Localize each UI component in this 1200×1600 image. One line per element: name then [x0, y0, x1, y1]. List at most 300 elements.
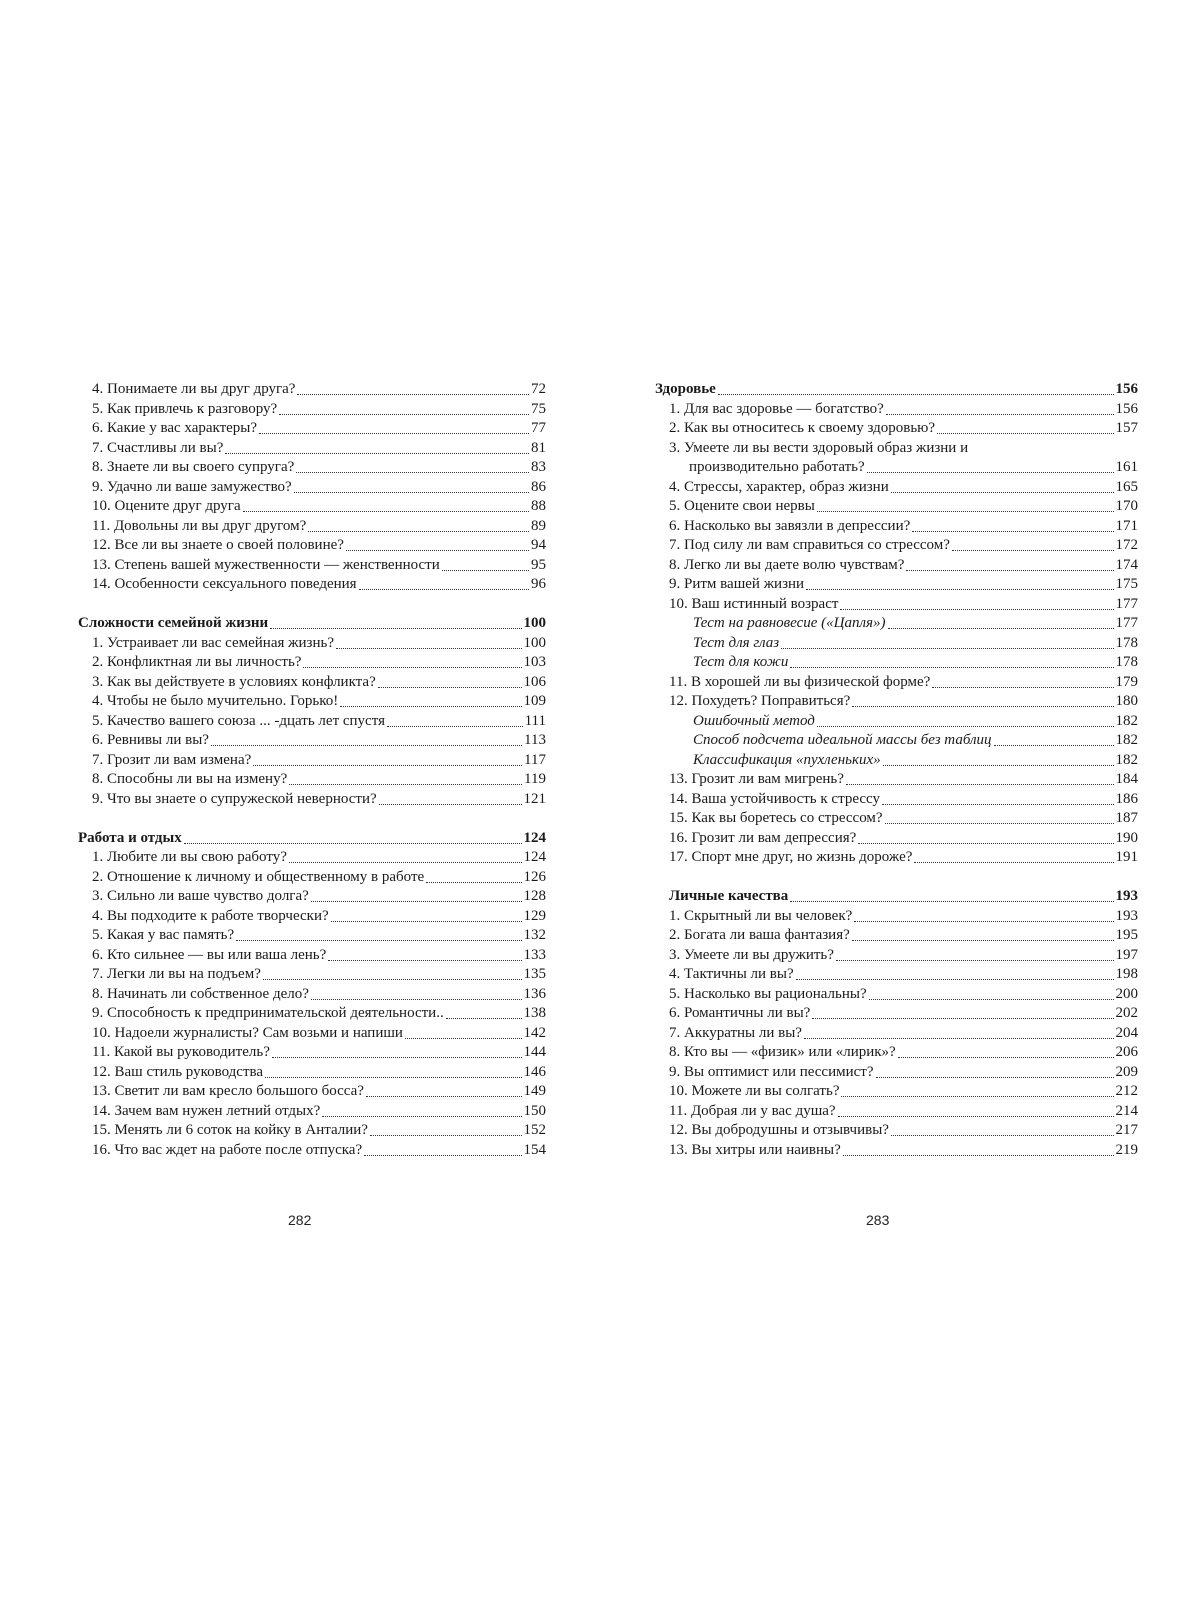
dot-leader	[279, 414, 529, 415]
toc-entry-title: 8. Знаете ли вы своего супруга?	[92, 459, 295, 475]
dot-leader	[852, 706, 1113, 707]
dot-leader	[840, 609, 1113, 610]
dot-leader	[843, 1155, 1114, 1156]
left-page-toc	[78, 380, 546, 1160]
dot-leader	[836, 960, 1114, 961]
toc-entry	[78, 848, 546, 868]
dot-leader	[336, 648, 522, 649]
toc-entry-title: 9. Ритм вашей жизни	[669, 576, 805, 592]
dot-leader	[442, 570, 529, 571]
dot-leader	[243, 511, 529, 512]
toc-entry-title: 6. Кто сильнее — вы или ваша лень?	[92, 946, 327, 963]
toc-entry-title: Сложности семейной жизни	[78, 615, 269, 631]
toc-page-number: 179	[1115, 673, 1138, 690]
toc-page-number: 100	[523, 634, 546, 651]
dot-leader	[387, 726, 523, 727]
toc-entry-title: 5. Качество вашего союза ... -дцать лет спустя	[92, 712, 385, 729]
toc-entry	[655, 497, 1138, 517]
toc-entry-title: Классификация «пухленьких»	[693, 751, 881, 768]
toc-entry-title: 16. Что вас ждет на работе после отпуска?	[92, 1141, 363, 1158]
toc-subentry	[655, 614, 1138, 634]
toc-entry	[78, 1082, 546, 1102]
toc-entry-title: 12. Вы добродушны и отзывчивы?	[669, 1122, 889, 1138]
toc-entry	[655, 770, 1138, 790]
toc-entry-title: 3. Умеете ли вы вести здоровый образ жизни и	[669, 439, 969, 456]
toc-page-number: 119	[524, 771, 546, 787]
toc-entry-title: 1. Любите ли вы свою работу?	[92, 849, 287, 865]
toc-page-number: 113	[524, 732, 546, 748]
toc-page-number: 200	[1115, 985, 1138, 1002]
toc-entry-title: 7. Грозит ли вам измена?	[92, 751, 252, 768]
toc-page-number: 212	[1115, 1083, 1138, 1099]
dot-leader	[289, 862, 522, 863]
toc-entry	[78, 868, 546, 888]
toc-page-number: 96	[531, 576, 546, 592]
toc-page-number: 89	[531, 517, 546, 534]
dot-leader	[308, 531, 529, 532]
toc-entry-title: 13. Грозит ли вам мигрень?	[669, 771, 844, 787]
dot-leader	[898, 1057, 1114, 1058]
toc-entry	[655, 419, 1138, 439]
toc-page-number: 132	[523, 927, 546, 943]
toc-page-number: 95	[531, 556, 546, 573]
dot-leader	[932, 687, 1113, 688]
toc-entry	[655, 946, 1138, 966]
toc-page-number: 75	[531, 400, 546, 417]
toc-entry-title: 7. Счастливы ли вы?	[92, 439, 224, 456]
toc-subentry	[655, 751, 1138, 771]
toc-entry	[78, 556, 546, 576]
dot-leader	[263, 979, 522, 980]
toc-subentry	[655, 634, 1138, 654]
toc-page-number: 182	[1115, 732, 1138, 748]
toc-entry-title: 17. Спорт мне друг, но жизнь дороже?	[669, 849, 913, 865]
section-heading	[655, 887, 1138, 907]
toc-page-number: 191	[1115, 849, 1138, 865]
toc-entry-title: 5. Насколько вы рациональны?	[669, 985, 867, 1002]
toc-entry-title: Способ подсчета идеальной массы без таблиц	[693, 732, 992, 748]
toc-entry-title: 4. Вы подходите к работе творчески?	[92, 907, 329, 924]
toc-page-number: 174	[1115, 556, 1138, 573]
dot-leader	[311, 999, 522, 1000]
toc-entry-title: 3. Сильно ли ваше чувство долга?	[92, 888, 309, 904]
dot-leader	[322, 1116, 521, 1117]
toc-page-number: 126	[523, 868, 546, 885]
toc-subentry	[655, 712, 1138, 732]
dot-leader	[370, 1135, 522, 1136]
toc-page-number: 177	[1115, 615, 1138, 631]
toc-page-number: 180	[1115, 693, 1138, 709]
toc-entry	[655, 1141, 1138, 1161]
dot-leader	[379, 804, 522, 805]
toc-page-number: 190	[1115, 829, 1138, 846]
toc-entry-title: 9. Удачно ли ваше замужество?	[92, 478, 292, 495]
toc-entry	[655, 673, 1138, 693]
dot-leader	[846, 784, 1114, 785]
toc-entry-title: Здоровье	[655, 381, 716, 397]
toc-entry-title: 8. Способны ли вы на измену?	[92, 771, 288, 787]
dot-leader	[867, 472, 1114, 473]
dot-leader	[340, 706, 521, 707]
dot-leader	[852, 940, 1114, 941]
dot-leader	[869, 999, 1114, 1000]
toc-entry-title: 7. Аккуратны ли вы?	[669, 1024, 802, 1041]
toc-entry-title: 7. Под силу ли вам справиться со стрессом?	[669, 537, 950, 553]
toc-page-number: 202	[1115, 1005, 1138, 1021]
dot-leader	[184, 843, 522, 844]
dot-leader	[882, 804, 1114, 805]
toc-entry-title: Тест для глаз	[693, 634, 780, 651]
toc-page-number: 197	[1115, 946, 1138, 963]
dot-leader	[270, 628, 521, 629]
dot-leader	[806, 589, 1113, 590]
dot-leader	[906, 570, 1113, 571]
toc-entry-title: 6. Насколько вы завязли в депрессии?	[669, 517, 911, 534]
toc-entry	[78, 536, 546, 556]
toc-page-number: 161	[1115, 459, 1138, 475]
right-page-toc	[655, 380, 1138, 1160]
dot-leader	[858, 843, 1113, 844]
toc-entry-title: 15. Как вы боретесь со стрессом?	[669, 810, 883, 826]
toc-entry	[655, 1024, 1138, 1044]
toc-entry	[78, 1043, 546, 1063]
toc-entry-title: Работа и отдых	[78, 829, 182, 846]
toc-page-number: 72	[531, 381, 546, 397]
dot-leader	[812, 1018, 1113, 1019]
toc-entry-title: 10. Надоели журналисты? Сам возьми и напиши	[92, 1024, 403, 1041]
dot-leader	[364, 1155, 521, 1156]
toc-entry-title: 6. Какие у вас характеры?	[92, 420, 258, 436]
toc-entry	[78, 458, 546, 478]
toc-entry	[78, 965, 546, 985]
toc-entry	[655, 575, 1138, 595]
toc-entry-title: 2. Отношение к личному и общественному в работе	[92, 868, 425, 885]
dot-leader	[885, 823, 1114, 824]
toc-entry	[78, 634, 546, 654]
toc-entry	[78, 575, 546, 595]
dot-leader	[405, 1038, 522, 1039]
toc-entry-title: 7. Легки ли вы на подъем?	[92, 966, 261, 982]
toc-entry-title: 3. Умеете ли вы дружить?	[669, 946, 834, 963]
section-gap	[78, 809, 546, 829]
toc-entry-title: 4. Тактичны ли вы?	[669, 966, 794, 982]
toc-entry	[78, 985, 546, 1005]
toc-entry-title: 11. Довольны ли вы друг другом?	[92, 517, 307, 534]
dot-leader	[886, 414, 1114, 415]
toc-entry	[655, 595, 1138, 615]
toc-entry	[78, 887, 546, 907]
toc-page-number: 103	[523, 654, 546, 670]
section-heading	[655, 380, 1138, 400]
toc-entry	[655, 400, 1138, 420]
toc-entry	[655, 1043, 1138, 1063]
toc-page-number: 146	[523, 1063, 546, 1080]
dot-leader	[366, 1096, 522, 1097]
toc-entry	[78, 770, 546, 790]
toc-subentry	[655, 653, 1138, 673]
toc-page-number: 88	[531, 498, 546, 514]
toc-entry-title: 2. Богата ли ваша фантазия?	[669, 927, 850, 943]
toc-entry-title: 16. Грозит ли вам депрессия?	[669, 829, 857, 846]
toc-entry	[78, 517, 546, 537]
toc-page-number: 175	[1115, 576, 1138, 592]
toc-page-number: 106	[523, 673, 546, 690]
toc-entry-title: 9. Что вы знаете о супружеской неверности?	[92, 790, 377, 807]
toc-entry-title: 5. Какая у вас память?	[92, 927, 235, 943]
toc-entry-title: 8. Кто вы — «физик» или «лирик»?	[669, 1044, 896, 1060]
dot-leader	[876, 1077, 1114, 1078]
toc-page-number: 193	[1115, 907, 1138, 924]
toc-page-number: 187	[1115, 810, 1138, 826]
dot-leader	[914, 862, 1113, 863]
toc-entry	[78, 1063, 546, 1083]
toc-page-number: 124	[523, 829, 546, 846]
toc-entry-title: 4. Чтобы не было мучительно. Горько!	[92, 693, 339, 709]
dot-leader	[426, 882, 521, 883]
dot-leader	[994, 745, 1114, 746]
dot-leader	[359, 589, 529, 590]
dot-leader	[446, 1018, 522, 1019]
toc-page-number: 128	[523, 888, 546, 904]
toc-entry	[78, 1102, 546, 1122]
section-gap	[655, 868, 1138, 888]
dot-leader	[346, 550, 529, 551]
toc-entry-title: 4. Понимаете ли вы друг друга?	[92, 381, 296, 397]
toc-page-number: 142	[523, 1024, 546, 1041]
dot-leader	[888, 628, 1114, 629]
toc-entry	[655, 985, 1138, 1005]
dot-leader	[265, 1077, 521, 1078]
toc-entry-title: 1. Устраивает ли вас семейная жизнь?	[92, 634, 334, 651]
toc-entry-title: 11. Добрая ли у вас душа?	[669, 1102, 836, 1119]
toc-entry	[78, 692, 546, 712]
toc-entry	[78, 673, 546, 693]
toc-entry-title: 12. Похудеть? Поправиться?	[669, 693, 851, 709]
dot-leader	[378, 687, 522, 688]
toc-page-number: 178	[1115, 634, 1138, 651]
toc-page-number: 144	[523, 1044, 546, 1060]
toc-page-number: 217	[1115, 1122, 1138, 1138]
toc-entry	[78, 946, 546, 966]
dot-leader	[883, 765, 1114, 766]
toc-entry-title: производительно работать?	[689, 459, 865, 475]
toc-page-number: 178	[1115, 654, 1138, 670]
dot-leader	[259, 433, 529, 434]
toc-entry-title: Тест на равновесие («Цапля»)	[693, 615, 886, 631]
page-number-left: 282	[288, 1212, 312, 1228]
section-heading	[78, 829, 546, 849]
toc-entry	[655, 829, 1138, 849]
toc-entry	[655, 1004, 1138, 1024]
dot-leader	[854, 921, 1113, 922]
toc-entry-continuation	[655, 458, 1138, 478]
dot-leader	[937, 433, 1113, 434]
toc-entry	[78, 1024, 546, 1044]
toc-page-number: 138	[523, 1005, 546, 1021]
toc-page-number: 109	[523, 693, 546, 709]
toc-entry	[78, 907, 546, 927]
toc-entry-title: Личные качества	[669, 888, 789, 904]
dot-leader	[817, 511, 1114, 512]
toc-entry	[655, 517, 1138, 537]
toc-entry	[78, 731, 546, 751]
toc-entry-title: 10. Можете ли вы солгать?	[669, 1083, 840, 1099]
toc-entry-title: 6. Романтичны ли вы?	[669, 1005, 811, 1021]
toc-entry-title: 14. Зачем вам нужен летний отдых?	[92, 1102, 321, 1119]
toc-entry-title: 13. Степень вашей мужественности — женственности	[92, 556, 440, 573]
dot-leader	[718, 394, 1114, 395]
toc-page-number: 117	[524, 751, 546, 768]
dot-leader	[297, 394, 529, 395]
toc-entry-title: 12. Ваш стиль руководства	[92, 1063, 264, 1080]
toc-entry-title: 6. Ревнивы ли вы?	[92, 732, 209, 748]
toc-page-number: 182	[1115, 751, 1138, 768]
dot-leader	[328, 960, 521, 961]
toc-entry	[655, 1082, 1138, 1102]
toc-page-number: 172	[1115, 537, 1138, 553]
toc-entry-title: 8. Начинать ли собственное дело?	[92, 985, 309, 1002]
toc-entry-title: 2. Как вы относитесь к своему здоровью?	[669, 420, 936, 436]
toc-entry	[655, 809, 1138, 829]
toc-page-number: 206	[1115, 1044, 1138, 1060]
toc-entry	[78, 419, 546, 439]
toc-page-number: 135	[523, 966, 546, 982]
toc-entry-title: 2. Конфликтная ли вы личность?	[92, 654, 302, 670]
toc-entry-title: 14. Особенности сексуального поведения	[92, 576, 357, 592]
toc-page-number: 86	[531, 478, 546, 495]
dot-leader	[817, 726, 1114, 727]
dot-leader	[331, 921, 522, 922]
toc-entry	[78, 926, 546, 946]
toc-page-number: 83	[531, 459, 546, 475]
toc-entry	[655, 926, 1138, 946]
dot-leader	[296, 472, 529, 473]
toc-page-number: 121	[523, 790, 546, 807]
toc-entry	[655, 790, 1138, 810]
toc-entry	[655, 848, 1138, 868]
dot-leader	[952, 550, 1114, 551]
toc-entry-title: 1. Скрытный ли вы человек?	[669, 907, 853, 924]
toc-page-number: 165	[1115, 478, 1138, 495]
dot-leader	[289, 784, 522, 785]
toc-entry	[78, 712, 546, 732]
toc-page-number: 156	[1115, 400, 1138, 417]
dot-leader	[272, 1057, 522, 1058]
toc-page-number: 81	[531, 439, 546, 456]
toc-page-number: 100	[523, 615, 546, 631]
toc-entry	[78, 1141, 546, 1161]
toc-page-number: 186	[1115, 790, 1138, 807]
toc-entry	[655, 1102, 1138, 1122]
toc-entry-title: 8. Легко ли вы даете волю чувствам?	[669, 556, 905, 573]
dot-leader	[912, 531, 1113, 532]
toc-entry-title: Ошибочный метод	[693, 712, 815, 729]
dot-leader	[294, 492, 529, 493]
toc-entry	[655, 439, 1138, 459]
toc-page-number: 152	[523, 1122, 546, 1138]
toc-entry	[655, 536, 1138, 556]
toc-entry-title: 1. Для вас здоровье — богатство?	[669, 400, 884, 417]
toc-page-number: 149	[523, 1083, 546, 1099]
toc-entry	[655, 556, 1138, 576]
section-heading	[78, 614, 546, 634]
toc-entry	[78, 751, 546, 771]
toc-page-number: 129	[523, 907, 546, 924]
toc-entry-title: 5. Как привлечь к разговору?	[92, 400, 278, 417]
toc-entry-title: 12. Все ли вы знаете о своей половине?	[92, 537, 344, 553]
toc-page-number: 209	[1115, 1063, 1138, 1080]
toc-page-number: 156	[1115, 381, 1138, 397]
toc-subentry	[655, 731, 1138, 751]
toc-entry-title: 4. Стрессы, характер, образ жизни	[669, 478, 889, 495]
dot-leader	[790, 667, 1113, 668]
toc-page-number: 124	[523, 849, 546, 865]
toc-entry-title: Тест для кожи	[693, 654, 789, 670]
toc-entry	[655, 907, 1138, 927]
dot-leader	[303, 667, 521, 668]
toc-page-number: 219	[1115, 1141, 1138, 1158]
toc-page-number: 133	[523, 946, 546, 963]
toc-entry	[78, 400, 546, 420]
toc-entry	[655, 1063, 1138, 1083]
toc-entry	[78, 1121, 546, 1141]
dot-leader	[253, 765, 522, 766]
toc-page-number: 195	[1115, 927, 1138, 943]
toc-entry-title: 9. Способность к предпринимательской деятельности..	[92, 1005, 444, 1021]
toc-entry-title: 13. Светит ли вам кресло большого босса?	[92, 1083, 364, 1099]
toc-entry-title: 13. Вы хитры или наивны?	[669, 1141, 841, 1158]
toc-entry-title: 9. Вы оптимист или пессимист?	[669, 1063, 874, 1080]
toc-page-number: 154	[523, 1141, 546, 1158]
toc-entry-title: 10. Оцените друг друга	[92, 498, 241, 514]
toc-page-number: 177	[1115, 595, 1138, 612]
toc-page-number: 170	[1115, 498, 1138, 514]
toc-entry-title: 11. В хорошей ли вы физической форме?	[669, 673, 931, 690]
dot-leader	[804, 1038, 1114, 1039]
toc-page-number: 182	[1115, 712, 1138, 729]
dot-leader	[891, 1135, 1114, 1136]
toc-entry	[78, 790, 546, 810]
toc-entry	[78, 1004, 546, 1024]
toc-entry-title: 14. Ваша устойчивость к стрессу	[669, 790, 880, 807]
toc-page-number: 77	[531, 420, 546, 436]
dot-leader	[891, 492, 1114, 493]
dot-leader	[838, 1116, 1114, 1117]
toc-entry-title: 3. Как вы действуете в условиях конфликта?	[92, 673, 376, 690]
toc-entry	[655, 965, 1138, 985]
toc-page-number: 150	[523, 1102, 546, 1119]
dot-leader	[211, 745, 522, 746]
toc-page-number: 171	[1115, 517, 1138, 534]
toc-page-number: 94	[531, 537, 546, 553]
page-number-right: 283	[866, 1212, 890, 1228]
toc-entry	[78, 439, 546, 459]
section-gap	[78, 595, 546, 615]
toc-entry-title: 5. Оцените свои нервы	[669, 498, 815, 514]
toc-entry-title: 10. Ваш истинный возраст	[669, 595, 839, 612]
dot-leader	[225, 453, 529, 454]
toc-page-number: 214	[1115, 1102, 1138, 1119]
dot-leader	[796, 979, 1114, 980]
dot-leader	[790, 901, 1113, 902]
toc-entry	[78, 497, 546, 517]
toc-entry	[655, 478, 1138, 498]
toc-page-number: 184	[1115, 771, 1138, 787]
dot-leader	[841, 1096, 1113, 1097]
toc-page-number: 157	[1115, 420, 1138, 436]
dot-leader	[236, 940, 521, 941]
toc-page-number: 198	[1115, 966, 1138, 982]
